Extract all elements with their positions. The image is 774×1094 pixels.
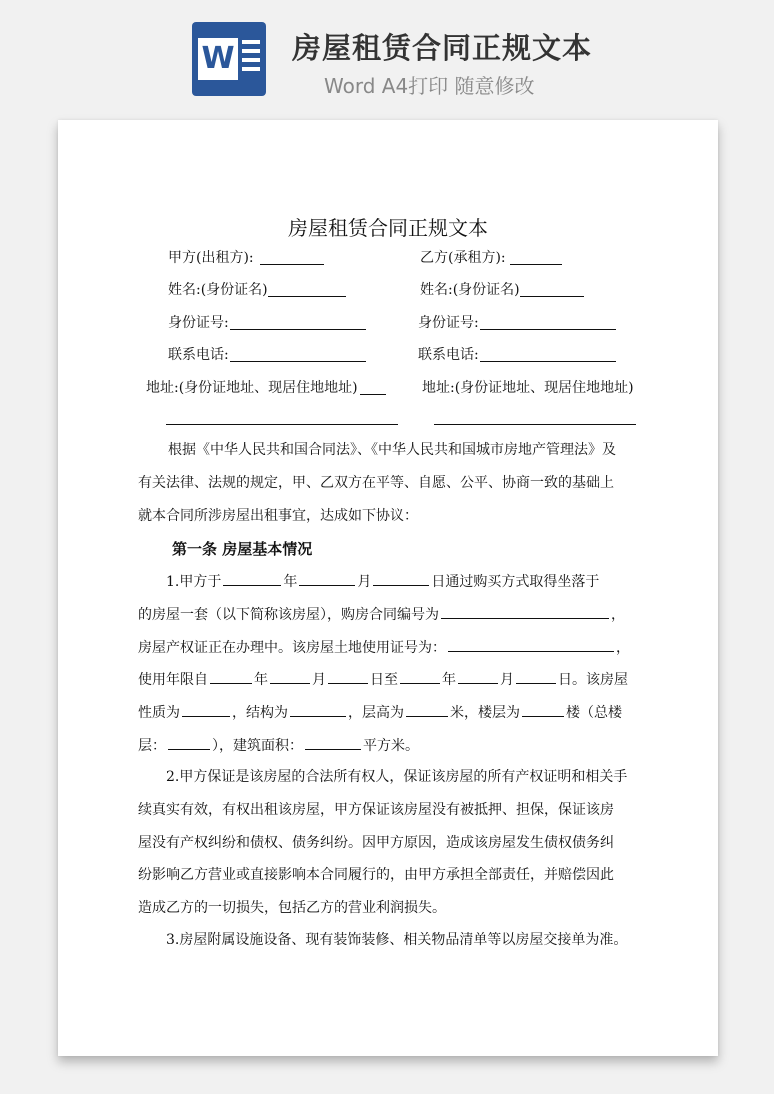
clause-1-text: 月 [357,574,372,590]
floor-height-blank[interactable] [406,702,448,717]
term-end-month-blank[interactable] [458,669,498,684]
party-b-name-blank[interactable] [520,296,584,297]
clause-1-line-4 [138,669,628,690]
clause-2-line-3: 屋没有产权纠纷和债权、债务纠纷。因甲方原因，造成该房屋发生债权债务纠 [138,835,614,851]
word-icon-letter: W [198,38,238,80]
word-icon-lines [242,40,260,76]
purchase-month-blank[interactable] [299,571,355,586]
party-a-phone-label: 联系电话: [168,347,229,363]
purchase-year-blank[interactable] [223,571,281,586]
party-a-address-blank[interactable] [360,394,386,395]
intro-line-3: 就本合同所涉房屋出租事宜，达成如下协议： [138,508,418,524]
intro-line-1: 根据《中华人民共和国合同法》、《中华人民共和国城市房地产管理法》及 [168,442,616,458]
clause-1-text: 年 [442,672,456,688]
clause-1-line-3 [138,637,630,658]
clause-1-text: ，层高为 [348,705,404,721]
party-b-address-label: 地址:(身份证地址、现居住地地址) [422,380,634,396]
clause-1-text: 日。该房屋 [558,672,628,688]
clause-1-line-6 [138,735,419,756]
header-title: 房屋租赁合同正规文本 [292,31,593,65]
clause-1-text: ，结构为 [232,705,288,721]
clause-1-text: 房屋产权证正在办理中。该房屋土地使用证号为： [138,640,446,656]
party-b-id-blank[interactable] [480,329,616,330]
party-a-address-label: 地址:(身份证地址、现居住地地址) [146,380,358,396]
page-header [0,0,774,110]
clause-1-text: 年 [283,574,298,590]
clause-1-line-2 [138,604,625,625]
party-b-lessee-label: 乙方(承租方): [420,250,506,266]
party-a-id-blank[interactable] [230,329,366,330]
document-title: 房屋租赁合同正规文本 [288,216,488,240]
clause-2-line-5: 造成乙方的一切损失，包括乙方的营业利润损失。 [138,900,446,916]
term-end-year-blank[interactable] [400,669,440,684]
clause-1-text: 楼（总楼 [566,705,622,721]
article-1-title: 第一条 房屋基本情况 [172,540,313,558]
party-b-lessee-blank[interactable] [510,264,562,265]
party-a-name-blank[interactable] [268,296,346,297]
clause-1-text: 使用年限自 [138,672,208,688]
clause-1-text: 性质为 [138,705,180,721]
term-end-day-blank[interactable] [516,669,556,684]
term-start-month-blank[interactable] [270,669,310,684]
party-a-lessor-blank[interactable] [260,264,324,265]
clause-1-text: 日至 [370,672,398,688]
clause-2-line-4: 纷影响乙方营业或直接影响本合同履行的，由甲方承担全部责任，并赔偿因此 [138,867,614,883]
clause-1-text: 米，楼层为 [450,705,520,721]
party-b-phone-label: 联系电话: [418,347,479,363]
clause-1-text: 月 [500,672,514,688]
land-certificate-blank[interactable] [448,637,614,652]
building-area-blank[interactable] [305,735,361,750]
clause-1-text: 日通过购买方式取得坐落于 [431,574,600,590]
floor-number-blank[interactable] [522,702,564,717]
clause-1-text: ， [611,607,625,623]
total-floors-blank[interactable] [168,735,210,750]
clause-1-text: ， [616,640,630,656]
clause-2-line-2: 续真实有效，有权出租该房屋，甲方保证该房屋没有被抵押、担保，保证该房 [138,802,614,818]
party-b-address-line[interactable] [434,424,636,425]
header-subtitle: Word A4打印 随意修改 [324,74,535,98]
contract-number-blank[interactable] [441,604,609,619]
clause-1-line-1 [166,571,599,592]
clause-1-text: 月 [312,672,326,688]
word-document-icon [192,22,266,96]
purchase-day-blank[interactable] [373,571,429,586]
party-b-phone-blank[interactable] [480,361,616,362]
party-b-id-label: 身份证号: [418,315,479,331]
party-a-name-label: 姓名:(身份证名) [168,282,268,298]
property-nature-blank[interactable] [182,702,230,717]
clause-1-text: 的房屋一套（以下简称该房屋），购房合同编号为 [138,607,439,623]
clause-2-line-1: 2.甲方保证是该房屋的合法所有权人，保证该房屋的所有产权证明和相关手 [166,769,628,785]
clause-3-line: 3.房屋附属设施设备、现有装饰装修、相关物品清单等以房屋交接单为准。 [166,932,628,948]
clause-1-line-5 [138,702,622,723]
clause-1-text: ），建筑面积： [212,738,303,754]
clause-1-text: 层： [138,738,166,754]
intro-line-2: 有关法律、法规的规定，甲、乙双方在平等、自愿、公平、协商一致的基础上 [138,475,614,491]
clause-1-text: 1.甲方于 [166,574,222,590]
term-start-day-blank[interactable] [328,669,368,684]
structure-blank[interactable] [290,702,346,717]
party-b-name-label: 姓名:(身份证名) [420,282,520,298]
party-a-phone-blank[interactable] [230,361,366,362]
document-page [58,120,718,1056]
party-a-lessor-label: 甲方(出租方): [168,250,254,266]
party-a-address-line[interactable] [166,424,398,425]
term-start-year-blank[interactable] [210,669,252,684]
clause-1-text: 平方米。 [363,738,419,754]
clause-1-text: 年 [254,672,268,688]
party-a-id-label: 身份证号: [168,315,229,331]
